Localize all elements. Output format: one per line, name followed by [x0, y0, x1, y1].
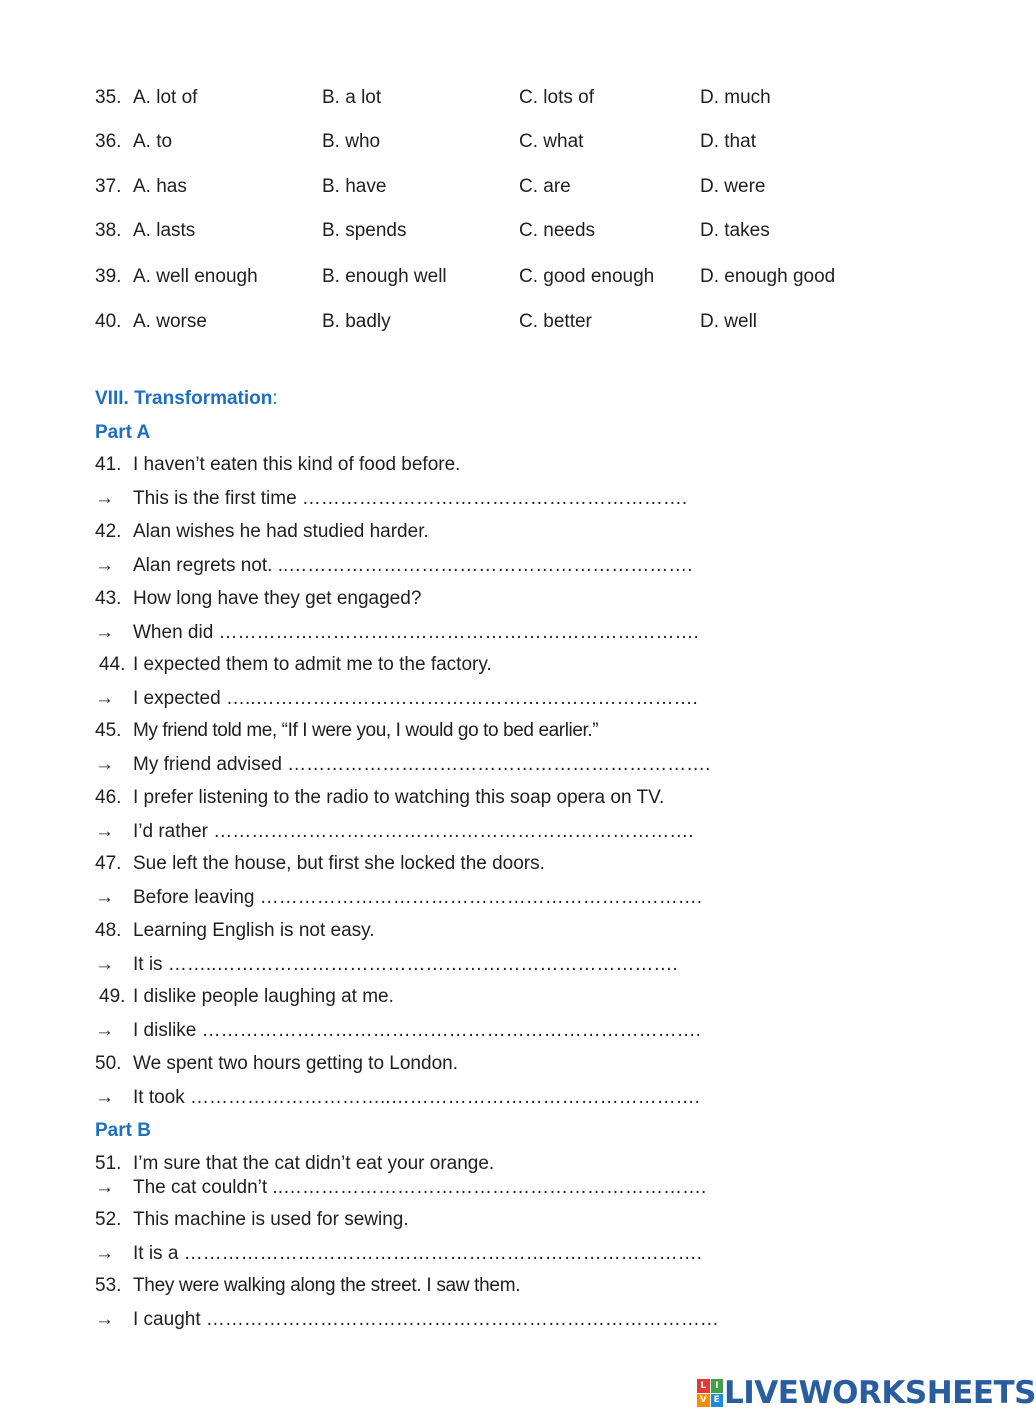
section-title: [95, 387, 278, 411]
question-text: My friend told me, “If I were you, I would go to bed earlier.”: [133, 720, 599, 741]
question-text: This machine is used for sewing.: [133, 1209, 409, 1230]
option-c: C. good enough: [519, 266, 655, 287]
option-a: A. worse: [133, 311, 207, 332]
question-number: 50.: [95, 1053, 122, 1074]
question-number: 39.: [95, 266, 122, 287]
arrow-icon: →: [95, 555, 114, 576]
option-c: C. lots of: [519, 87, 594, 108]
question-text: Sue left the house, but first she locked the doors.: [133, 853, 545, 874]
question-text: Alan wishes he had studied harder.: [133, 521, 429, 542]
answer-line[interactable]: This is the first time …………………………………………………….: [133, 488, 688, 509]
question-number: 53.: [95, 1275, 122, 1296]
question-number: 46.: [95, 787, 122, 808]
question-text: I’m sure that the cat didn’t eat your orange.: [133, 1153, 495, 1174]
answer-line[interactable]: The cat couldn’t ..………………………………………………………….: [133, 1177, 707, 1198]
logo-badge-icon: [697, 1379, 723, 1407]
option-d: D. takes: [700, 220, 770, 241]
question-number: 52.: [95, 1209, 122, 1230]
logo-badge-l: L: [697, 1379, 710, 1393]
answer-line[interactable]: It is a ……………………………………………………………………….: [133, 1243, 702, 1264]
question-number: 47.: [95, 853, 122, 874]
question-text: Learning English is not easy.: [133, 920, 375, 941]
option-d: D. much: [700, 87, 771, 108]
option-a: A. well enough: [133, 266, 258, 287]
question-text: We spent two hours getting to London.: [133, 1053, 458, 1074]
section-title-text: VIII. Transformation: [95, 388, 273, 409]
arrow-icon: →: [95, 488, 114, 509]
arrow-icon: →: [95, 1309, 114, 1330]
question-number: 51.: [95, 1153, 122, 1174]
question-number: 42.: [95, 521, 122, 542]
question-number: 41.: [95, 454, 122, 475]
part-b-heading: Part B: [95, 1120, 151, 1141]
option-a: A. lot of: [133, 87, 198, 108]
answer-line[interactable]: I caught ………………………………………………………………………: [133, 1309, 719, 1330]
answer-line[interactable]: I dislike …………………………………………………………………….: [133, 1020, 701, 1041]
arrow-icon: →: [95, 1243, 114, 1264]
answer-line[interactable]: I expected …..…………………………………………………………….: [133, 688, 698, 709]
answer-line[interactable]: Before leaving …………………………………………………………….: [133, 887, 703, 908]
option-c: C. are: [519, 176, 571, 197]
option-d: D. that: [700, 131, 756, 152]
answer-line[interactable]: It is ……..……………………………………………………………….: [133, 954, 678, 975]
logo-text: LIVEWORKSHEETS: [724, 1375, 1036, 1411]
answer-line[interactable]: Alan regrets not. ..……………………………………………………….: [133, 555, 693, 576]
question-number: 38.: [95, 220, 122, 241]
option-a: A. has: [133, 176, 187, 197]
arrow-icon: →: [95, 1177, 114, 1198]
option-c: C. what: [519, 131, 584, 152]
arrow-icon: →: [95, 754, 114, 775]
option-c: C. needs: [519, 220, 596, 241]
arrow-icon: →: [95, 688, 114, 709]
arrow-icon: →: [95, 1020, 114, 1041]
question-number: 36.: [95, 131, 122, 152]
question-text: I prefer listening to the radio to watching this soap opera on TV.: [133, 787, 665, 808]
arrow-icon: →: [95, 1087, 114, 1108]
option-d: D. well: [700, 311, 758, 332]
logo-badge-e: E: [711, 1394, 724, 1408]
question-number: 48.: [95, 920, 122, 941]
answer-line[interactable]: It took …………………………..………………………………………….: [133, 1087, 700, 1108]
question-number: 44.: [99, 654, 126, 675]
answer-line[interactable]: My friend advised ………………………………………………………….: [133, 754, 711, 775]
question-number: 40.: [95, 311, 122, 332]
option-b: B. a lot: [322, 87, 382, 108]
option-a: A. lasts: [133, 220, 196, 241]
option-b: B. who: [322, 131, 381, 152]
option-a: A. to: [133, 131, 173, 152]
question-text: I haven’t eaten this kind of food before.: [133, 454, 461, 475]
liveworksheets-logo: [697, 1376, 1036, 1410]
logo-badge-v: V: [697, 1394, 710, 1408]
option-b: B. spends: [322, 220, 407, 241]
arrow-icon: →: [95, 954, 114, 975]
question-number: 35.: [95, 87, 122, 108]
option-c: C. better: [519, 311, 592, 332]
option-b: B. enough well: [322, 266, 447, 287]
question-number: 49.: [99, 986, 126, 1007]
question-text: I expected them to admit me to the factory.: [133, 654, 492, 675]
option-b: B. have: [322, 176, 387, 197]
arrow-icon: →: [95, 821, 114, 842]
arrow-icon: →: [95, 622, 114, 643]
question-text: How long have they get engaged?: [133, 588, 422, 609]
section-title-colon: :: [272, 388, 278, 409]
question-text: I dislike people laughing at me.: [133, 986, 394, 1007]
question-number: 37.: [95, 176, 122, 197]
option-d: D. enough good: [700, 266, 836, 287]
part-a-heading: Part A: [95, 422, 151, 443]
logo-badge-i: I: [711, 1379, 724, 1393]
answer-line[interactable]: I’d rather ………………………………………………………………….: [133, 821, 694, 842]
question-number: 43.: [95, 588, 122, 609]
question-text: They were walking along the street. I saw them.: [133, 1275, 521, 1296]
arrow-icon: →: [95, 887, 114, 908]
answer-line[interactable]: When did ………………………………………………………………….: [133, 622, 699, 643]
option-b: B. badly: [322, 311, 391, 332]
option-d: D. were: [700, 176, 766, 197]
question-number: 45.: [95, 720, 122, 741]
